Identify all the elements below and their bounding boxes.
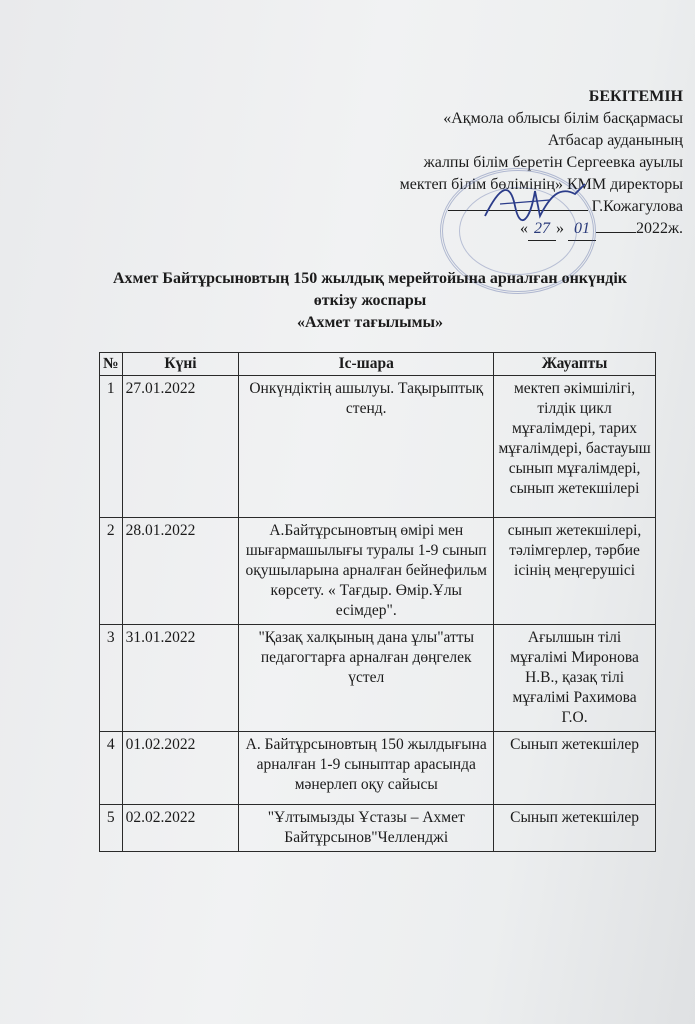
header-num: № [100, 353, 123, 376]
approval-line-3: жалпы білім беретін Сергеевка ауылы [423, 154, 683, 171]
approval-line-4: мектеп білім бөлімінің» КММ директоры [399, 176, 683, 193]
table-row [100, 805, 656, 852]
table-row [100, 376, 656, 518]
table-header-row [100, 353, 656, 376]
row-date: 01.02.2022 [122, 732, 239, 805]
row-event: "Қазақ халқының дана ұлы"атты педагогтарға арналған дөңгелек үстел [239, 625, 494, 732]
table-row [100, 625, 656, 732]
date-year: 2022ж. [635, 220, 683, 237]
row-num: 1 [100, 376, 123, 518]
row-event: "Ұлтымызды Ұстазы – Ахмет Байтұрсынов"Челленджі [239, 805, 494, 852]
row-resp: Сынып жетекшілер [494, 805, 656, 852]
table-row [100, 518, 656, 625]
row-resp: мектеп әкімшілігі, тілдік цикл мұғалімдері, тарих мұғалімдері, бастауыш сынып мұғалімдері, сынып жетекшілері [494, 376, 656, 518]
header-date: Күні [122, 353, 239, 376]
signature-mark [480, 176, 590, 226]
approval-line-1: «Ақмола облысы білім басқармасы [443, 110, 683, 127]
row-num: 3 [100, 625, 123, 732]
row-num: 2 [100, 518, 123, 625]
table-row [100, 732, 656, 805]
date-month: 01 [568, 218, 596, 241]
row-resp: Сынып жетекшілер [494, 732, 656, 805]
date-quote-close: » [555, 220, 564, 237]
date-day: 27 [528, 218, 556, 241]
row-event: А.Байтұрсыновтың өмірі мен шығармашылығы туралы 1-9 сынып оқушыларына арналған бейнефильм көрсету. « Тағдыр. Өмір.Ұлы есімдер". [239, 518, 494, 625]
row-date: 28.01.2022 [122, 518, 239, 625]
date-quote-open: « [519, 220, 528, 237]
approval-heading: БЕКІТЕМІН [588, 88, 683, 105]
row-resp: сынып жетекшілері, тәлімгерлер, тәрбие ісінің меңгерушісі [494, 518, 656, 625]
header-event: Іс-шара [239, 353, 494, 376]
row-date: 02.02.2022 [122, 805, 239, 852]
title-line-2: өткізу жоспары [313, 292, 427, 309]
approval-line-2: Атбасар ауданының [547, 132, 683, 149]
row-resp: Ағылшын тілі мұғалімі Миронова Н.В., қазақ тілі мұғалімі Рахимова Г.О. [494, 625, 656, 732]
row-date: 31.01.2022 [122, 625, 239, 732]
row-num: 4 [100, 732, 123, 805]
plan-table [99, 352, 656, 852]
date-blank [596, 218, 636, 233]
signer-name: Г.Кожагулова [591, 198, 683, 215]
header-resp: Жауапты [494, 353, 656, 376]
title-line-1: Ахмет Байтұрсыновтың 150 жылдық мерейтойына арналған онкүндік [113, 270, 627, 287]
row-num: 5 [100, 805, 123, 852]
row-event: Онкүндіктің ашылуы. Тақырыптық стенд. [239, 376, 494, 518]
row-event: А. Байтұрсыновтың 150 жылдығына арналған 1-9 сыныптар арасында мәнерлеп оқу сайысы [239, 732, 494, 805]
row-date: 27.01.2022 [122, 376, 239, 518]
document-title [90, 268, 650, 334]
title-line-3: «Ахмет тағылымы» [296, 314, 444, 331]
